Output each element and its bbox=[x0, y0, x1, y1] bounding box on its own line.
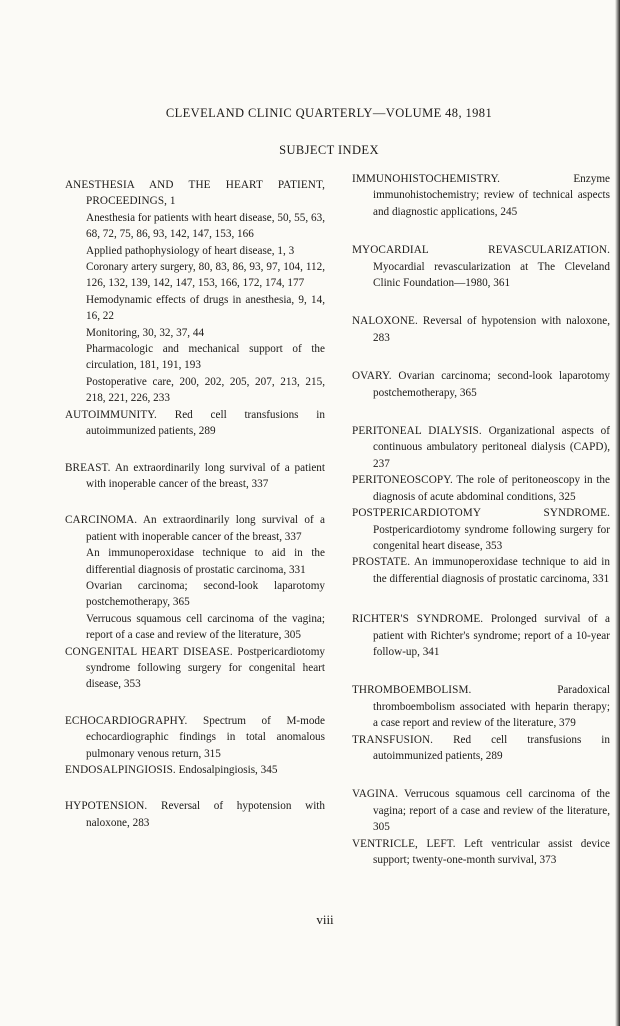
entry-heading: TRANSFUSION. bbox=[352, 733, 434, 746]
entry-heading: VAGINA. bbox=[352, 788, 399, 801]
entry-subitem: Applied pathophysiology of heart disease, 1, 3 bbox=[86, 244, 295, 257]
entry-subitem: Monitoring, 30, 32, 37, 44 bbox=[86, 326, 205, 339]
entry-text: Red cell transfusions in autoimmunized patients, 289 bbox=[373, 733, 610, 762]
index-entry-transfusion bbox=[352, 732, 610, 765]
index-entry-naloxone bbox=[352, 313, 610, 346]
entry-text: An extraordinarily long survival of a patient with inoperable cancer of the breast, 337 bbox=[86, 461, 325, 490]
index-entry-peritoneal-dialysis bbox=[352, 423, 610, 472]
entry-text: Paradoxical thromboembolism associated with heparin therapy; a case report and review of the literature, 379 bbox=[373, 684, 610, 730]
index-entry-prostate bbox=[352, 554, 610, 587]
entry-heading: ECHOCARDIOGRAPHY. bbox=[65, 714, 188, 727]
entry-heading: PERITONEOSCOPY. bbox=[352, 474, 453, 487]
entry-heading: ENDOSALPINGIOSIS. bbox=[65, 764, 176, 776]
right-index-column bbox=[352, 171, 610, 868]
entry-heading: BREAST. bbox=[65, 461, 111, 474]
entry-heading: RICHTER'S SYNDROME. bbox=[352, 613, 484, 626]
entry-text: The role of peritoneoscopy in the diagnosis of acute abdominal conditions, 325 bbox=[373, 474, 610, 503]
entry-heading: MYOCARDIAL REVASCULARIZATION. bbox=[352, 244, 610, 257]
entry-subitem: Hemodynamic effects of drugs in anesthesia, 9, 14, 16, 22 bbox=[86, 293, 325, 323]
entry-heading: CARCINOMA. bbox=[65, 514, 138, 527]
entry-heading: VENTRICLE, LEFT. bbox=[352, 837, 456, 850]
entry-heading: OVARY. bbox=[352, 370, 392, 383]
entry-text: Left ventricular assist device support; twenty-one-month survival, 373 bbox=[373, 837, 611, 866]
entry-text: Organizational aspects of continuous ambulatory peritoneal dialysis (CAPD), 237 bbox=[373, 425, 610, 470]
entry-heading: PROSTATE. bbox=[352, 556, 411, 569]
index-entry-thromboembolism bbox=[352, 682, 610, 731]
index-entry-peritoneoscopy bbox=[352, 472, 610, 505]
index-entry-anesthesia bbox=[65, 177, 325, 407]
entry-heading: HYPOTENSION. bbox=[65, 800, 148, 813]
entry-heading: CONGENITAL HEART DISEASE. bbox=[65, 645, 233, 658]
index-entry-ventricle-left bbox=[352, 836, 610, 869]
entry-text: Endosalpingiosis, 345 bbox=[178, 764, 278, 776]
index-entry-congenital-heart-disease bbox=[65, 644, 325, 693]
entry-text: Verrucous squamous cell carcinoma of the vagina; report of a case and review of the literature, 305 bbox=[373, 788, 610, 834]
entry-text: Spectrum of M-mode echocardiographic findings in total anomalous pulmonary venous return, 315 bbox=[86, 714, 325, 760]
index-entry-postpericardiotomy-syndrome bbox=[352, 505, 610, 554]
entry-text: An extraordinarily long survival of a patient with inoperable cancer of the breast, 337 bbox=[86, 514, 325, 543]
entry-heading: NALOXONE. bbox=[352, 315, 418, 328]
entry-subitem: Postpericardiotomy syndrome following surgery for congenital heart disease, 353 bbox=[373, 523, 610, 552]
index-entry-richters-syndrome bbox=[352, 611, 610, 660]
entry-subitem: Pharmacologic and mechanical support of the circulation, 181, 191, 193 bbox=[86, 343, 325, 372]
index-entry-endosalpingiosis bbox=[65, 762, 325, 778]
entry-text: Prolonged survival of a patient with Richter's syndrome; report of a 10-year follow-up, 341 bbox=[373, 613, 611, 658]
entry-heading: POSTPERICARDIOTOMY SYNDROME. bbox=[352, 507, 610, 520]
entry-subitem: Myocardial revascularization at The Cleveland Clinic Foundation—1980, 361 bbox=[373, 260, 610, 290]
entry-text: 1 bbox=[169, 195, 176, 208]
entry-subitem: Verrucous squamous cell carcinoma of the vagina; report of a case and review of the literature, 305 bbox=[86, 612, 325, 642]
entry-subitem: Anesthesia for patients with heart disease, 50, 55, 63, 68, 72, 75, 86, 93, 142, 147, 153, 166 bbox=[86, 211, 325, 241]
entry-text: Reversal of hypotension with naloxone, 283 bbox=[86, 800, 326, 829]
entry-text: Ovarian carcinoma; second-look laparotomy postchemotherapy, 365 bbox=[373, 370, 611, 399]
entry-heading: PERITONEAL DIALYSIS. bbox=[352, 425, 482, 438]
index-entry-hypotension bbox=[65, 798, 325, 831]
page-number: viii bbox=[316, 912, 334, 927]
entry-text: Enzyme immunohistochemistry; review of technical aspects and diagnostic applications, 245 bbox=[373, 173, 610, 218]
index-entry-myocardial-revascularization bbox=[352, 242, 610, 291]
entry-heading: AUTOIMMUNITY. bbox=[65, 408, 157, 421]
entry-subitem: An immunoperoxidase technique to aid in the differential diagnosis of prostatic carcinoma, 331 bbox=[86, 547, 325, 576]
left-index-column bbox=[65, 177, 325, 831]
index-entry-immunohistochemistry bbox=[352, 171, 610, 220]
entry-subitem: Ovarian carcinoma; second-look laparotomy postchemotherapy, 365 bbox=[86, 579, 325, 609]
index-entry-carcinoma bbox=[65, 512, 325, 643]
entry-heading: THROMBOEMBOLISM. bbox=[352, 684, 472, 697]
entry-subitem: Coronary artery surgery, 80, 83, 86, 93, 97, 104, 112, 126, 132, 139, 142, 147, 153, 166, 172, 174, 177 bbox=[86, 261, 325, 290]
index-entry-echocardiography bbox=[65, 713, 325, 762]
entry-heading: ANESTHESIA AND THE HEART PATIENT, PROCEEDINGS, bbox=[65, 179, 325, 208]
index-entry-vagina bbox=[352, 786, 610, 835]
index-title: SUBJECT INDEX bbox=[279, 143, 379, 157]
entry-text: Red cell transfusions in autoimmunized patients, 289 bbox=[86, 408, 325, 438]
index-entry-ovary bbox=[352, 368, 610, 401]
entry-text: Postpericardiotomy syndrome following surgery for congenital heart disease, 353 bbox=[86, 645, 326, 691]
entry-subitem: Postoperative care, 200, 202, 205, 207, 213, 215, 218, 221, 226, 233 bbox=[86, 375, 325, 405]
index-entry-breast bbox=[65, 460, 325, 493]
entry-text: Reversal of hypotension with naloxone, 283 bbox=[373, 315, 610, 344]
entry-heading: IMMUNOHISTOCHEMISTRY. bbox=[352, 173, 501, 185]
index-entry-autoimmunity bbox=[65, 407, 325, 440]
journal-title: CLEVELAND CLINIC QUARTERLY—VOLUME 48, 1981 bbox=[165, 106, 493, 120]
entry-text: An immunoperoxidase technique to aid in the differential diagnosis of prostatic carcinoma, 331 bbox=[373, 556, 610, 585]
